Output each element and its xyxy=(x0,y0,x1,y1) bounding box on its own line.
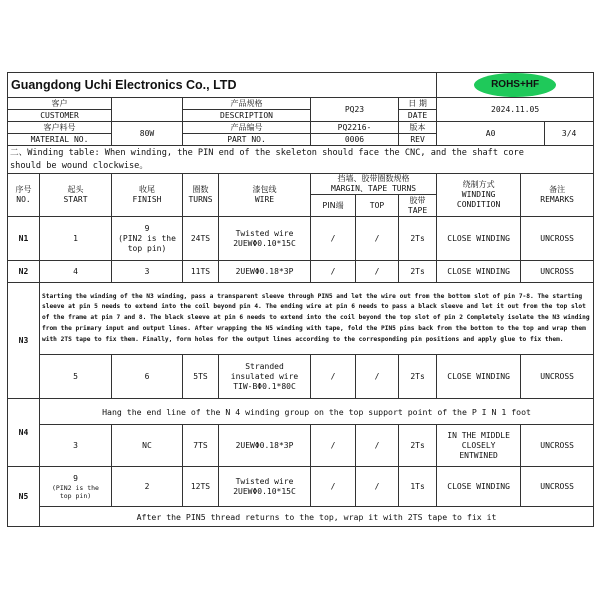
col-condition: 绕制方式 WINDING CONDITION xyxy=(437,174,521,217)
n1-top: / xyxy=(356,217,399,261)
table-row xyxy=(8,217,594,261)
col-wire: 漆包线 WIRE xyxy=(219,174,311,217)
description-label-en: DESCRIPTION xyxy=(183,110,311,122)
date-label-en: DATE xyxy=(399,110,437,122)
col-remarks: 备注 REMARKS xyxy=(521,174,594,217)
n5-wire: Twisted wire 2UEWΦ0.10*15C xyxy=(219,467,311,507)
n5-top: / xyxy=(356,467,399,507)
n1-finish: 9 (PIN2 is the top pin) xyxy=(112,217,183,261)
table-row xyxy=(8,425,594,467)
n1-condition: CLOSE WINDING xyxy=(437,217,521,261)
rohs-cell xyxy=(437,73,594,98)
n4-condition: IN THE MIDDLE CLOSELY ENTWINED xyxy=(437,425,521,467)
rev-label-en: REV xyxy=(399,134,437,146)
customer-value xyxy=(112,98,183,122)
n5-remarks: UNCROSS xyxy=(521,467,594,507)
n4-start: 3 xyxy=(40,425,112,467)
n2-pin: / xyxy=(311,261,356,283)
spec-table xyxy=(7,72,594,527)
n3-finish: 6 xyxy=(112,355,183,399)
n4-turns: 7TS xyxy=(183,425,219,467)
n1-tape: 2Ts xyxy=(399,217,437,261)
n3-no: N3 xyxy=(8,283,40,399)
table-row xyxy=(8,355,594,399)
table-row xyxy=(8,507,594,527)
company-name: Guangdong Uchi Electronics Co., LTD xyxy=(8,73,437,98)
table-row xyxy=(8,399,594,425)
rev-label-cn: 版本 xyxy=(399,122,437,134)
n1-start: 1 xyxy=(40,217,112,261)
n5-start: 9 (PIN2 is the top pin) xyxy=(40,467,112,507)
n5-note: After the PIN5 thread returns to the top, wrap it with 2TS tape to fix it xyxy=(40,507,594,527)
n2-top: / xyxy=(356,261,399,283)
section-title-line2: should be wound clockwise。 xyxy=(10,160,148,171)
table-row xyxy=(8,283,594,355)
date-value: 2024.11.05 xyxy=(437,98,594,122)
n5-finish: 2 xyxy=(112,467,183,507)
n4-wire: 2UEWΦ0.18*3P xyxy=(219,425,311,467)
n3-top: / xyxy=(356,355,399,399)
col-tape: 胶带 TAPE xyxy=(399,195,437,217)
n5-turns: 12TS xyxy=(183,467,219,507)
rev-value: A0 xyxy=(437,122,545,146)
n1-pin: / xyxy=(311,217,356,261)
n4-tape: 2Ts xyxy=(399,425,437,467)
n4-no: N4 xyxy=(8,399,40,467)
table-row xyxy=(8,467,594,507)
n3-wire: Stranded insulated wire TIW-BΦ0.1*80C xyxy=(219,355,311,399)
rohs-hf-badge: ROHS+HF xyxy=(474,73,556,97)
customer-label-en: CUSTOMER xyxy=(8,110,112,122)
n4-top: / xyxy=(356,425,399,467)
n2-remarks: UNCROSS xyxy=(521,261,594,283)
n3-condition: CLOSE WINDING xyxy=(437,355,521,399)
n4-note: Hang the end line of the N 4 winding group on the top support point of the P I N 1 foot xyxy=(40,399,594,425)
n1-turns: 24TS xyxy=(183,217,219,261)
n2-start: 4 xyxy=(40,261,112,283)
part-value-line2: 0006 xyxy=(311,134,399,146)
winding-table-title xyxy=(8,146,594,174)
n5-condition: CLOSE WINDING xyxy=(437,467,521,507)
col-seq: 序号 NO. xyxy=(8,174,40,217)
section-title-line1: 二、Winding table: When winding, the PIN end of the skeleton should face the CNC, and the shaft core xyxy=(10,147,524,158)
n5-no: N5 xyxy=(8,467,40,527)
col-turns: 圈数 TURNS xyxy=(183,174,219,217)
part-label-en: PART NO. xyxy=(183,134,311,146)
n1-no: N1 xyxy=(8,217,40,261)
n1-wire: Twisted wire 2UEWΦ0.10*15C xyxy=(219,217,311,261)
n3-remarks: UNCROSS xyxy=(521,355,594,399)
col-margin-tape: 挡墙、胶带圈数规格 MARGIN、TAPE TURNS xyxy=(311,174,437,195)
n3-turns: 5TS xyxy=(183,355,219,399)
n2-turns: 11TS xyxy=(183,261,219,283)
customer-label-cn: 客户 xyxy=(8,98,112,110)
material-label-en: MATERIAL NO. xyxy=(8,134,112,146)
part-label-cn: 产品编号 xyxy=(183,122,311,134)
n2-condition: CLOSE WINDING xyxy=(437,261,521,283)
n4-pin: / xyxy=(311,425,356,467)
part-value-line1: PQ2216- xyxy=(311,122,399,134)
n2-no: N2 xyxy=(8,261,40,283)
n3-tape: 2Ts xyxy=(399,355,437,399)
date-label-cn: 日 期 xyxy=(399,98,437,110)
description-label-cn: 产品规格 xyxy=(183,98,311,110)
description-value: PQ23 xyxy=(311,98,399,122)
n4-remarks: UNCROSS xyxy=(521,425,594,467)
col-finish: 收尾 FINISH xyxy=(112,174,183,217)
n3-note: Starting the winding of the N3 winding, pass a transparent sleeve through PIN5 and let the wire out from the bottom slot of pin 7-8. The starting sleeve at pin 5 needs to extend into the coil beyond pin 4. The ending wire at pin 6 needs to pass a black sleeve and let it out from the top slot of the frame at pin 7 and 8. The black sleeve at pin 6 needs to extend into the coil beyond the top slot of pin 2 Completely isolate the N3 winding from the primary input and output lines. After wrapping the N5 winding with tape, fold the PIN5 pins back from the bottom to the top and wrap them with 2TS tape to fix them. Finally, form holes for the output lines according to the corresponding pin positions and apply glue to fix them. xyxy=(40,283,594,355)
n3-start: 5 xyxy=(40,355,112,399)
col-start: 起头 START xyxy=(40,174,112,217)
table-row xyxy=(8,261,594,283)
n2-wire: 2UEWΦ0.18*3P xyxy=(219,261,311,283)
n1-remarks: UNCROSS xyxy=(521,217,594,261)
material-label-cn: 客户料号 xyxy=(8,122,112,134)
n5-pin: / xyxy=(311,467,356,507)
col-pin-side: PIN端 xyxy=(311,195,356,217)
n4-finish: NC xyxy=(112,425,183,467)
page-number: 3/4 xyxy=(545,122,594,146)
n2-finish: 3 xyxy=(112,261,183,283)
n5-tape: 1Ts xyxy=(399,467,437,507)
n2-tape: 2Ts xyxy=(399,261,437,283)
col-top: TOP xyxy=(356,195,399,217)
material-value: 80W xyxy=(112,122,183,146)
winding-spec-sheet xyxy=(7,72,593,527)
n3-pin: / xyxy=(311,355,356,399)
